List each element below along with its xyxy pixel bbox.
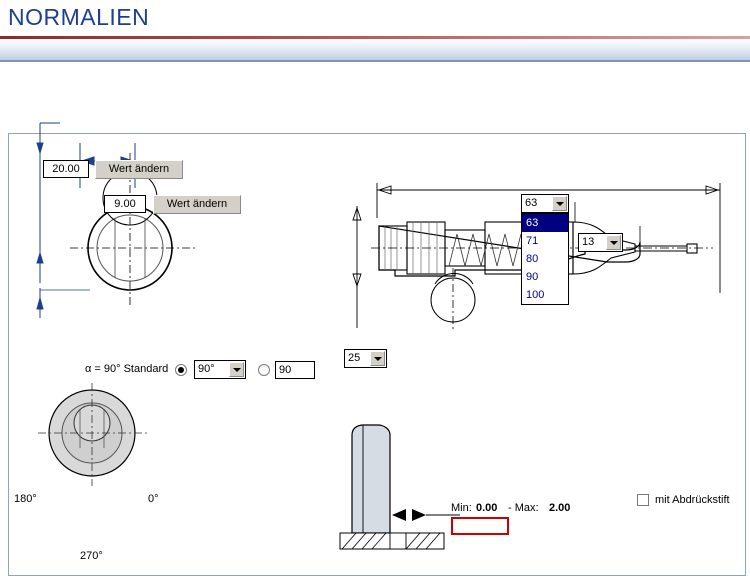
length-option-1[interactable]: 71: [526, 235, 539, 247]
diameter-combo[interactable]: [578, 233, 623, 252]
radio-angle-standard[interactable]: [175, 364, 187, 376]
inner-dimension-change-button[interactable]: Wert ändern: [153, 195, 241, 214]
tolerance-min-label: Min:: [451, 502, 472, 514]
compass-label-bottom: 270°: [80, 550, 103, 562]
chevron-down-icon[interactable]: [370, 351, 385, 366]
length-combo[interactable]: [521, 194, 569, 213]
length-combo-value: 63: [525, 197, 538, 209]
length-option-2[interactable]: 80: [526, 253, 539, 265]
angle-custom-input[interactable]: 90: [275, 361, 315, 379]
compass-drawing: [10, 378, 200, 518]
compass-label-right: 0°: [148, 493, 159, 505]
tolerance-max-value: 2.00: [549, 502, 571, 514]
height-combo-value: 25: [348, 352, 361, 364]
main-canvas: [0, 62, 750, 562]
angle-standard-label: α = 90° Standard: [85, 363, 169, 375]
length-option-4[interactable]: 100: [526, 289, 545, 301]
abdrueckstift-checkbox[interactable]: [637, 494, 649, 506]
diameter-combo-value: 13: [582, 236, 595, 248]
chevron-down-icon[interactable]: [229, 362, 244, 377]
tolerance-separator: - Max:: [508, 502, 539, 514]
radio-angle-custom[interactable]: [258, 364, 270, 376]
page-header: [0, 0, 750, 62]
angle-combo-value: 90°: [198, 363, 215, 375]
chevron-down-icon[interactable]: [552, 196, 567, 211]
detail-view-drawing: [330, 373, 490, 518]
inner-dimension-input[interactable]: 9.00: [104, 195, 146, 213]
outer-dimension-change-button[interactable]: Wert ändern: [95, 160, 183, 179]
compass-label-left: 180°: [14, 493, 37, 505]
header-gradient-band: [0, 39, 750, 62]
outer-dimension-input[interactable]: 20.00: [43, 160, 89, 178]
length-option-3[interactable]: 90: [526, 271, 539, 283]
abdrueckstift-label: mit Abdrückstift: [655, 494, 730, 506]
chevron-down-icon[interactable]: [606, 235, 621, 250]
length-option-0[interactable]: 63: [522, 214, 568, 232]
tolerance-min-value: 0.00: [476, 502, 498, 514]
page-title: NORMALIEN: [8, 4, 150, 30]
length-combo-dropdown[interactable]: [521, 213, 569, 305]
tolerance-input[interactable]: [451, 517, 509, 535]
angle-combo[interactable]: [194, 360, 246, 379]
height-combo[interactable]: [344, 349, 387, 368]
